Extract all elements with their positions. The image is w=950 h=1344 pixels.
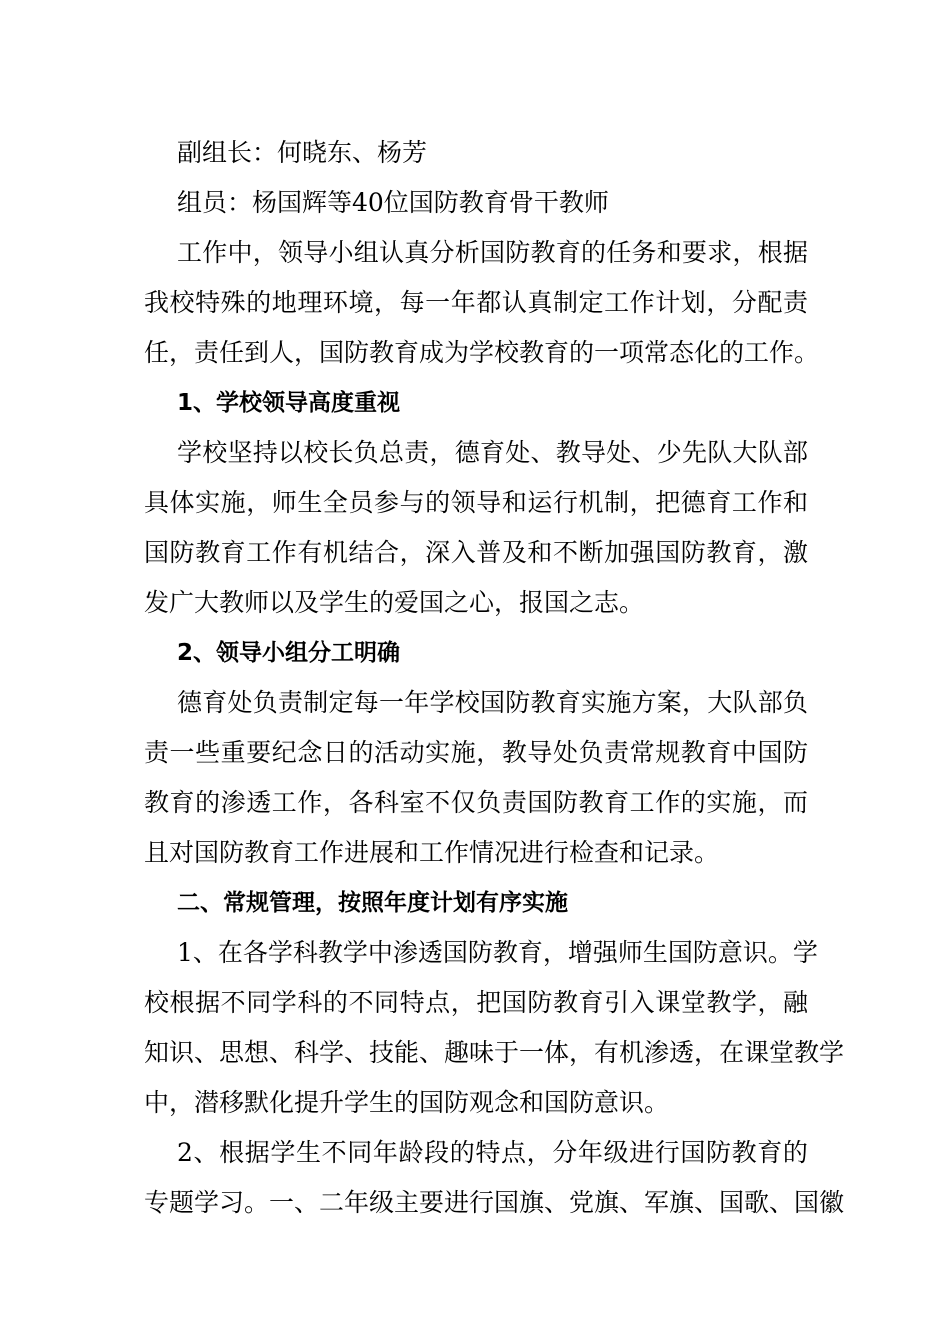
paragraph-line: 责一些重要纪念日的活动实施，教导处负责常规教育中国防 <box>144 738 809 767</box>
paragraph-line: 发广大教师以及学生的爱国之心，报国之志。 <box>144 588 645 617</box>
paragraph-line: 具体实施，师生全员参与的领导和运行机制，把德育工作和 <box>144 488 809 517</box>
paragraph-line: 中，潜移默化提升学生的国防观念和国防意识。 <box>144 1088 670 1117</box>
section-heading-line: 1、学校领导高度重视 <box>177 390 401 416</box>
paragraph-line: 组员：杨国辉等40位国防教育骨干教师 <box>177 188 609 217</box>
paragraph-line: 1、在各学科教学中渗透国防教育，增强师生国防意识。学 <box>177 938 818 967</box>
paragraph-line: 德育处负责制定每一年学校国防教育实施方案，大队部负 <box>177 688 809 717</box>
paragraph-line: 我校特殊的地理环境，每一年都认真制定工作计划，分配责 <box>144 288 809 317</box>
paragraph-line: 国防教育工作有机结合，深入普及和不断加强国防教育，激 <box>144 538 809 567</box>
paragraph-line: 2、根据学生不同年龄段的特点，分年级进行国防教育的 <box>177 1138 809 1167</box>
paragraph-line: 校根据不同学科的不同特点，把国防教育引入课堂教学，融 <box>144 988 809 1017</box>
paragraph-line: 副组长：何晓东、杨芳 <box>177 138 428 167</box>
paragraph-line: 教育的渗透工作，各科室不仅负责国防教育工作的实施，而 <box>144 788 809 817</box>
paragraph-line: 且对国防教育工作进展和工作情况进行检查和记录。 <box>144 838 720 867</box>
section-heading-line: 2、领导小组分工明确 <box>177 640 401 666</box>
section-heading-line: 二、常规管理，按照年度计划有序实施 <box>177 890 568 916</box>
paragraph-line: 知识、思想、科学、技能、趣味于一体，有机渗透，在课堂教学 <box>144 1038 845 1067</box>
paragraph-line: 专题学习。一、二年级主要进行国旗、党旗、军旗、国歌、国徽 <box>144 1188 845 1217</box>
paragraph-line: 任，责任到人，国防教育成为学校教育的一项常态化的工作。 <box>144 338 820 367</box>
paragraph-line: 学校坚持以校长负总责，德育处、教导处、少先队大队部 <box>177 438 809 467</box>
paragraph-line: 工作中，领导小组认真分析国防教育的任务和要求，根据 <box>177 238 809 267</box>
